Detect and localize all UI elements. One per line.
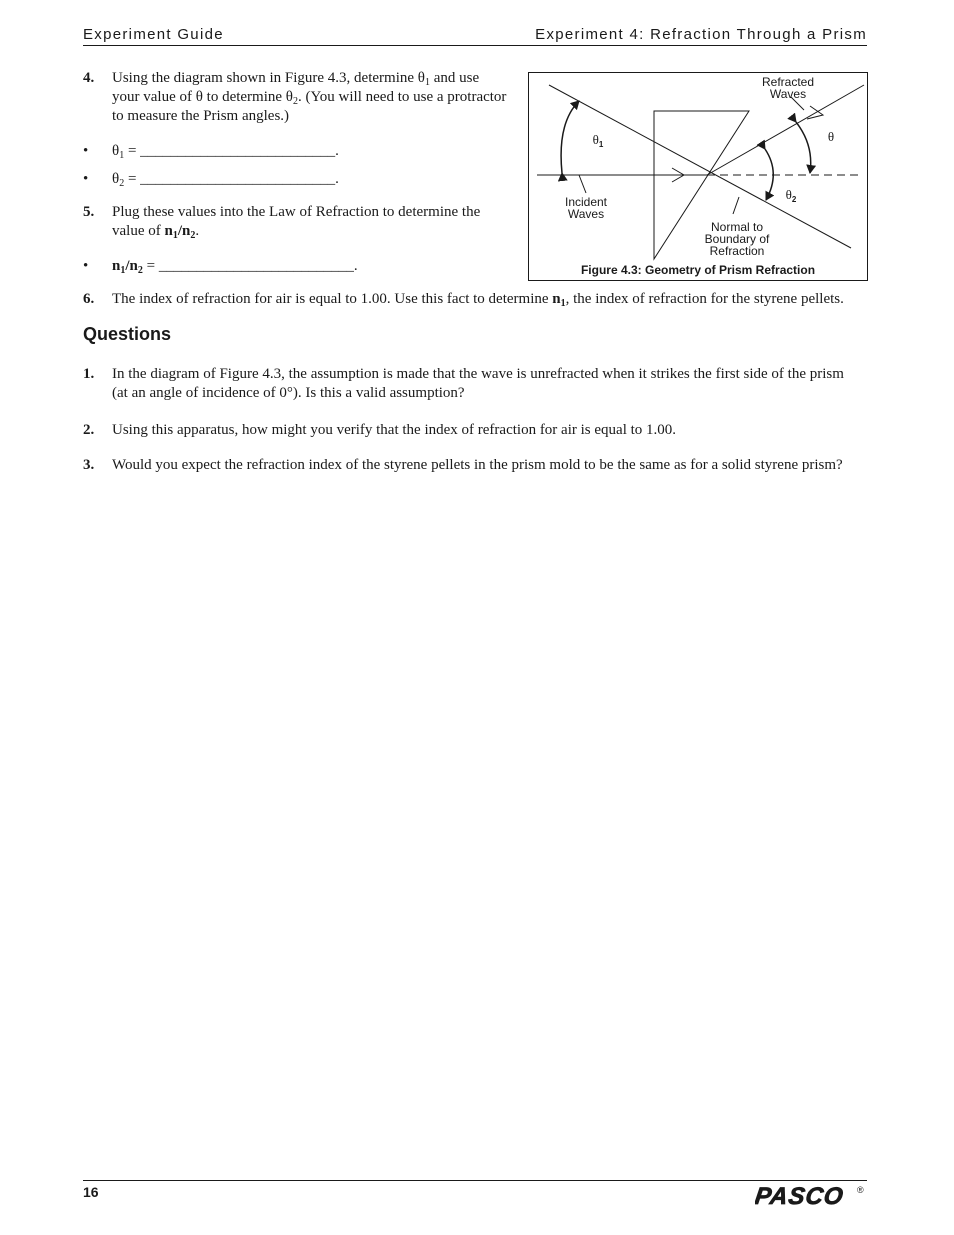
- pasco-logo-text: PASCO: [755, 1183, 846, 1209]
- registered-mark: ®: [857, 1185, 864, 1195]
- step-text: Using the diagram shown in Figure 4.3, determine $\theta_1$ and use your value of θ to determine $\theta_2$. (You will need to use a protractor to measure the Prism angles.): [112, 70, 507, 124]
- question-3: [83, 456, 873, 476]
- theta1-blank: $\theta_1$ = __________________________.: [112, 143, 339, 161]
- step-5: [83, 203, 523, 243]
- page-footer: [83, 1180, 867, 1209]
- theta-arc: [796, 122, 811, 173]
- label-refracted-waves: Refracted Waves: [761, 75, 815, 101]
- bullet-symbol: •: [83, 171, 89, 187]
- step-6: [83, 290, 873, 310]
- header-left-title: Experiment Guide: [83, 26, 224, 43]
- step-text: The index of refraction for air is equal to 1.00. Use this fact to determine $n_1$, the index of refraction for the styrene pellets.: [112, 291, 844, 309]
- question-1: [83, 365, 873, 405]
- label-incident-waves: Incident Waves: [564, 195, 608, 221]
- pasco-logo: [755, 1183, 867, 1214]
- question-text: Using this apparatus, how might you verify that the index of refraction for air is equal to 1.00.: [112, 422, 677, 438]
- question-text: Would you expect the refraction index of the styrene pellets in the prism mold to be the same as for a solid styrene prism?: [112, 457, 843, 473]
- bullet-symbol: •: [83, 143, 89, 159]
- question-number: 1.: [83, 366, 95, 382]
- label-theta: θ: [827, 129, 835, 144]
- question-text: In the diagram of Figure 4.3, the assumption is made that the wave is unrefracted when it strikes the first side of the prism (at an angle of incidence of 0°). Is this a valid assumption?: [112, 366, 844, 401]
- label-theta2: $\theta_2$: [785, 187, 797, 204]
- questions-heading: Questions: [83, 324, 172, 344]
- question-number: 3.: [83, 457, 95, 473]
- header-right-title: Experiment 4: Refraction Through a Prism: [535, 26, 867, 43]
- theta1-arc: [561, 101, 579, 173]
- bullet-symbol: •: [83, 258, 89, 274]
- step-text: Plug these values into the Law of Refraction to determine the value of $n_1/n_2$.: [112, 204, 481, 241]
- step-number: 5.: [83, 204, 95, 220]
- step-4: [83, 69, 523, 129]
- refracted-ray-arrow: [807, 106, 823, 119]
- step-number: 6.: [83, 291, 95, 307]
- question-2: [83, 421, 873, 441]
- question-number: 2.: [83, 422, 95, 438]
- incident-leader: [579, 175, 586, 193]
- theta2-blank: $\theta_2$ = __________________________.: [112, 171, 339, 189]
- page-number: 16: [83, 1184, 99, 1200]
- pasco-logo-mark: [755, 1183, 867, 1209]
- page-header: [83, 25, 867, 46]
- label-theta1: $\theta_1$: [592, 132, 604, 149]
- step-number: 4.: [83, 70, 95, 86]
- ratio-blank: $n_1/n_2$ = __________________________.: [112, 258, 358, 276]
- label-normal-boundary: Normal to Boundary of Refraction: [704, 220, 770, 258]
- figure-caption: Figure 4.3: Geometry of Prism Refraction: [580, 263, 816, 277]
- normal-leader: [733, 197, 739, 214]
- figure-prism-refraction: [528, 72, 868, 281]
